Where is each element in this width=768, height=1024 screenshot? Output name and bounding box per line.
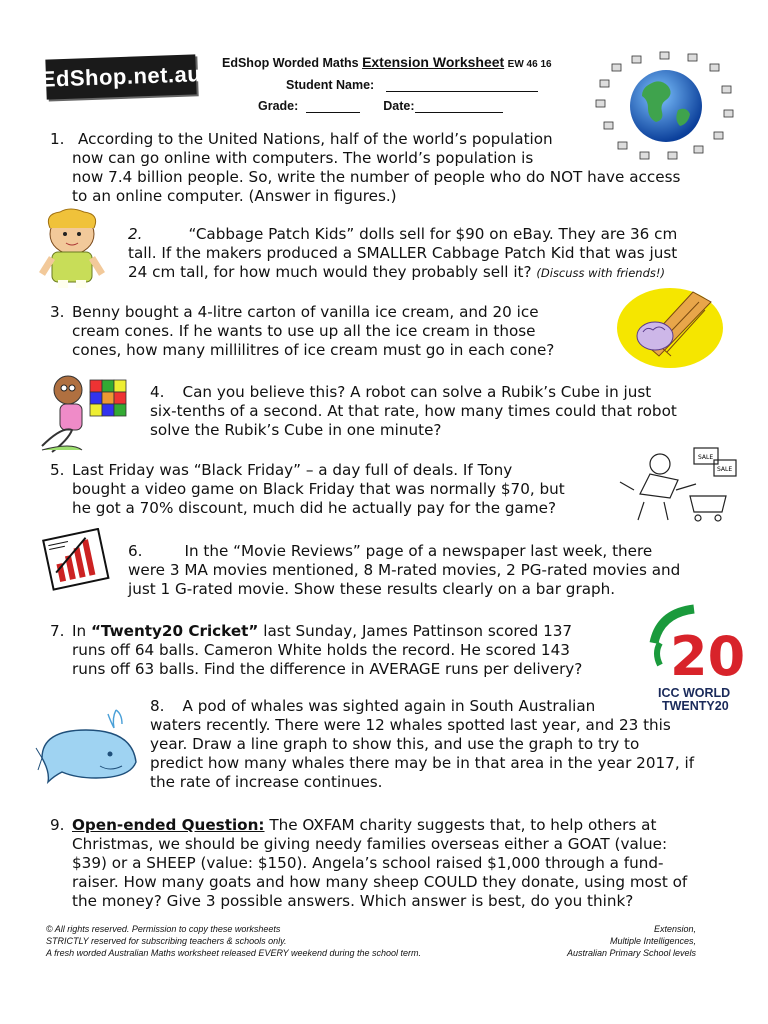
question-number: 3.	[50, 303, 65, 321]
date-label: Date:	[383, 99, 415, 113]
question-line: cones, how many millilitres of ice cream must go in each cone?	[72, 341, 555, 359]
date-field[interactable]	[415, 100, 503, 113]
student-name-row	[286, 78, 538, 92]
question-line: runs off 64 balls. Cameron White holds the record. He scored 143	[72, 641, 570, 659]
question-line: raiser. How many goats and how many sheep COULD they donate, using most of	[72, 873, 688, 891]
grade-date-row	[258, 99, 503, 113]
question-6	[128, 542, 738, 599]
question-line: 24 cm tall, for how much would they probably sell it?	[128, 263, 532, 281]
question-line: he got a 70% discount, much did he actually pay for the game?	[72, 499, 557, 517]
question-line: year. Draw a line graph to show this, and use the graph to try to	[150, 735, 640, 753]
footer-right	[510, 923, 696, 959]
question-line: Christmas, we should be giving needy families overseas either a GOAT (value:	[72, 835, 668, 853]
question-7	[50, 622, 640, 679]
footer-line: STRICTLY reserved for subscribing teachers & schools only.	[46, 936, 287, 946]
question-line: now 7.4 billion people. So, write the number of people who do NOT have access	[72, 168, 681, 186]
footer-line: Multiple Intelligences,	[609, 936, 696, 946]
question-text: last Sunday, James Pattinson scored 137	[263, 622, 573, 640]
newspaper-bar-chart-icon	[40, 528, 114, 592]
svg-text:SALE: SALE	[698, 454, 714, 461]
icc-line-2: TWENTY20	[662, 699, 729, 713]
question-line: In the “Movie Reviews” page of a newspaper last week, there	[184, 542, 653, 560]
icc-line-1: ICC WORLD	[658, 686, 731, 700]
question-text: In	[72, 622, 87, 640]
shopping-sale-sketch-icon	[614, 440, 738, 526]
question-number: 7.	[50, 622, 65, 640]
question-line: According to the United Nations, half of the world’s population	[78, 130, 553, 148]
question-line: just 1 G-rated movie. Show these results clearly on a bar graph.	[128, 580, 616, 598]
worksheet-title: Extension Worksheet	[362, 54, 505, 70]
question-number: 1.	[50, 130, 65, 148]
monkey-rubiks-cube-icon	[34, 370, 144, 456]
grade-field[interactable]	[306, 100, 360, 113]
question-line: Can you believe this? A robot can solve a Rubik’s Cube in just	[182, 383, 652, 401]
question-number: 5.	[50, 461, 65, 479]
question-4	[150, 383, 710, 440]
worksheet-title-line	[222, 54, 552, 70]
question-number: 2.	[128, 225, 143, 243]
question-5	[50, 461, 610, 518]
question-line: solve the Rubik’s Cube in one minute?	[150, 421, 442, 439]
question-number: 9.	[50, 816, 65, 834]
footer-line: Extension,	[653, 924, 696, 934]
question-line: the rate of increase continues.	[150, 773, 383, 791]
worksheet-prefix: EdShop Worded Maths	[222, 56, 359, 70]
question-line: cream cones. If he wants to use up all the ice cream in those	[72, 322, 536, 340]
student-name-label: Student Name:	[286, 78, 375, 92]
question-number: 8.	[150, 697, 165, 715]
footer-line: A fresh worded Australian Maths worksheet released EVERY weekend during the school term.	[46, 948, 422, 958]
question-line: six-tenths of a second. At that rate, how many times could that robot	[150, 402, 677, 420]
question-number: 6.	[128, 542, 143, 560]
question-2	[128, 225, 738, 283]
question-line: to an online computer. (Answer in figures.)	[72, 187, 397, 205]
question-1	[50, 130, 730, 206]
question-line: tall. If the makers produced a SMALLER Cabbage Patch Kid that was just	[128, 244, 678, 262]
whale-icon	[34, 706, 146, 786]
copyright-line: © All rights reserved. Permission to copy these worksheets	[46, 924, 281, 934]
cricket-term: “Twenty20 Cricket”	[90, 622, 259, 640]
ice-cream-cone-icon	[615, 284, 725, 372]
question-line: the money? Give 3 possible answers. Which answer is best, do you think?	[72, 892, 634, 910]
question-line: “Cabbage Patch Kids” dolls sell for $90 on eBay. They are 36 cm	[188, 225, 678, 243]
open-ended-label: Open-ended Question:	[72, 816, 265, 834]
footer-left	[46, 923, 516, 959]
cabbage-patch-doll-icon	[28, 208, 116, 290]
question-line: were 3 MA movies mentioned, 8 M-rated movies, 2 PG-rated movies and	[128, 561, 681, 579]
question-line: bought a video game on Black Friday that was normally $70, but	[72, 480, 565, 498]
question-3	[50, 303, 610, 360]
question-text: The OXFAM charity suggests that, to help others at	[269, 816, 657, 834]
question-line: Last Friday was “Black Friday” – a day full of deals. If Tony	[72, 461, 513, 479]
question-number: 4.	[150, 383, 165, 401]
edshop-logo: EdShop.net.au	[45, 54, 196, 99]
question-line: predict how many whales there may be in that area in the year 2017, if	[150, 754, 695, 772]
question-8	[150, 697, 730, 792]
question-line: Benny bought a 4-litre carton of vanilla ice cream, and 20 ice	[72, 303, 539, 321]
svg-text:SALE: SALE	[717, 466, 733, 473]
question-line: runs off 63 balls. Find the difference in AVERAGE runs per delivery?	[72, 660, 583, 678]
worksheet-code: EW 46 16	[507, 59, 552, 70]
student-name-field[interactable]	[386, 79, 538, 92]
question-line: waters recently. There were 12 whales spotted last year, and 23 this	[150, 716, 671, 734]
footer-line: Australian Primary School levels	[566, 948, 696, 958]
grade-label: Grade:	[258, 99, 299, 113]
twenty20-emblem-icon	[648, 603, 744, 683]
question-note: (Discuss with friends!)	[536, 266, 665, 280]
question-line: now can go online with computers. The world’s population is	[72, 149, 534, 167]
question-line: A pod of whales was sighted again in South Australian	[182, 697, 596, 715]
twenty20-number: 20	[670, 625, 744, 683]
question-line: $39) or a SHEEP (value: $150). Angela’s school raised $1,000 through a fund-	[72, 854, 664, 872]
question-9	[50, 816, 740, 911]
